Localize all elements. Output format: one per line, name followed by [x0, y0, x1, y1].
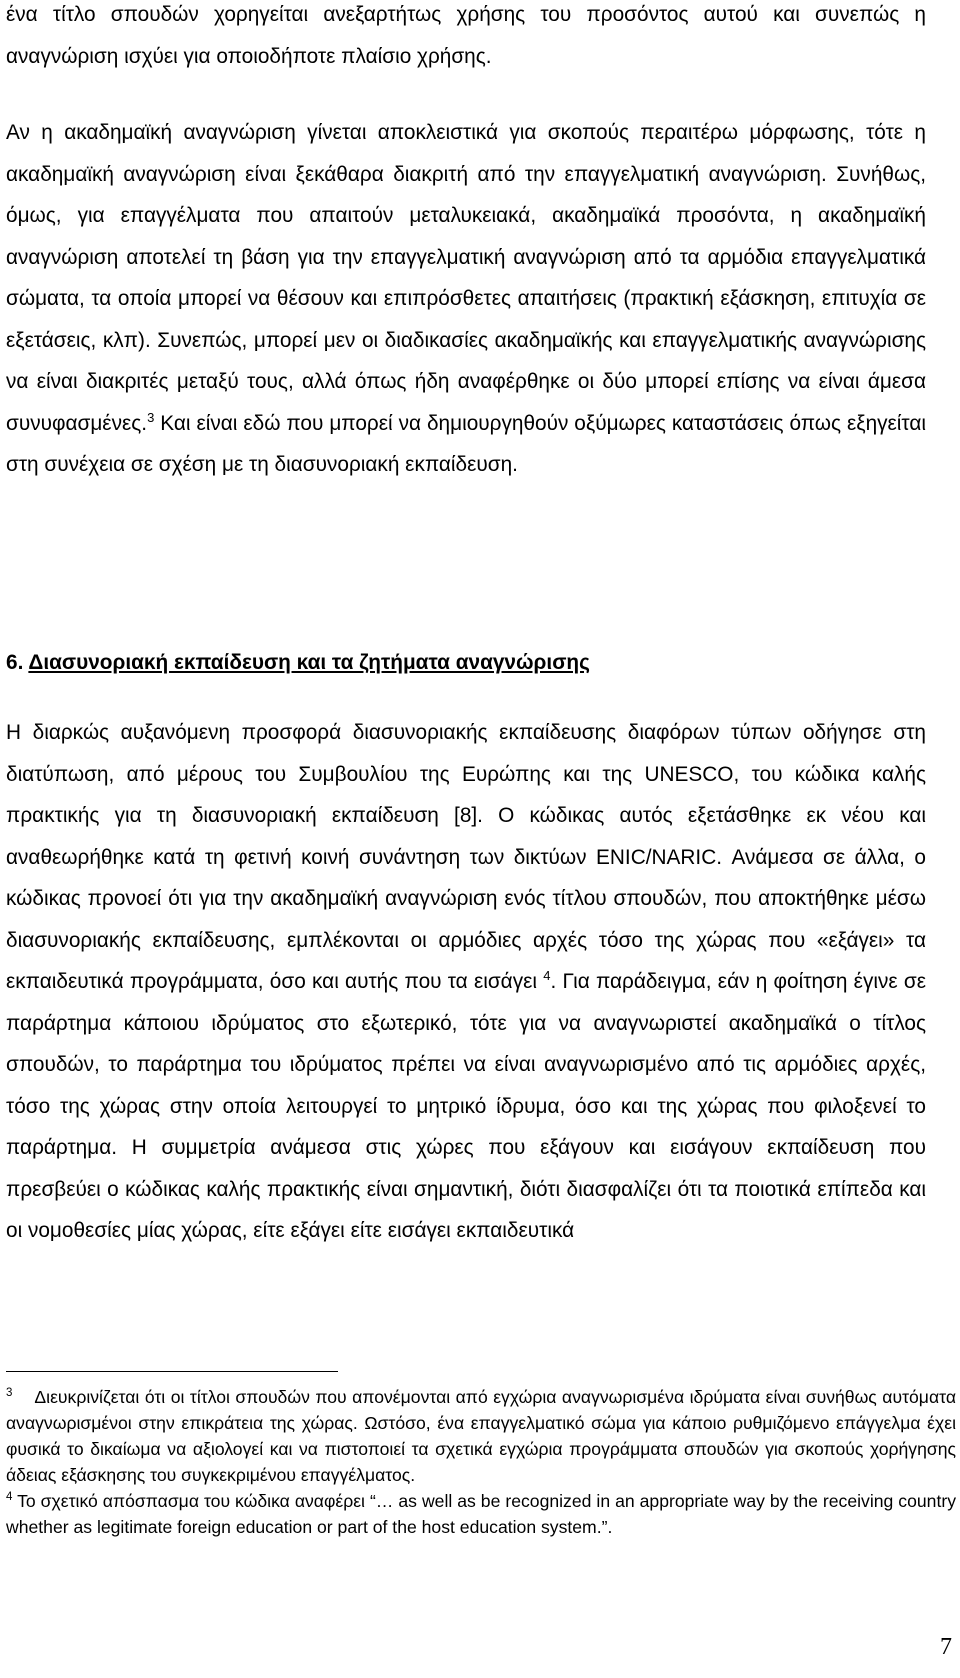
footnote-number: 3	[6, 1387, 13, 1399]
footnote-reference-4[interactable]: 4	[543, 968, 551, 983]
document-page	[6, 0, 954, 1678]
paragraph-cross-border-education	[6, 712, 926, 1252]
footnote-text: Το σχετικό απόσπασμα του κώδικα αναφέρει “… as well as be recognized in an appropriate way by the receiving country whether as legitimate foreign education or part of the host education system.”.	[6, 1491, 956, 1537]
footnote-separator	[6, 1371, 338, 1372]
footnote-3	[6, 1384, 956, 1488]
section-number: 6.	[6, 651, 24, 674]
footnote-reference-3[interactable]: 3	[147, 409, 155, 425]
paragraph-text: Η διαρκώς αυξανόμενη προσφορά διασυνοριακής εκπαίδευσης διαφόρων τύπων οδήγησε στη διατύπωση, από μέρους του Συμβουλίου της Ευρώπης και της UNESCO, του κώδικα καλής πρακτικής για τη διασυνοριακή εκπαίδευση [8]. Ο κώδικας αυτός εξετάσθηκε εκ νέου και αναθεωρήθηκε κατά τη φετινή κοινή συνάντηση των δικτύων ENIC/NARIC. Ανάμεσα σε άλλα, ο κώδικας προνοεί ότι για την ακαδημαϊκή αναγνώριση ενός τίτλου σπουδών, που αποκτήθηκε μέσω διασυνοριακής εκπαίδευσης, εμπλέκονται οι αρμόδιες αρχές τόσο της χώρας που «εξάγει» τα εκπαιδευτικά προγράμματα, όσο και αυτής που τα εισάγει	[6, 721, 926, 993]
paragraph-academic-recognition	[6, 112, 926, 486]
page-number: 7	[940, 1634, 952, 1660]
paragraph-text: . Για παράδειγμα, εάν η φοίτηση έγινε σε παράρτημα κάποιου ιδρύματος στο εξωτερικό, τότε για να αναγνωριστεί ακαδημαϊκά ο τίτλος σπουδών, το παράρτημα του ιδρύματος πρέπει να είναι αναγνωρισμένο από τις αρμόδιες αρχές, τόσο της χώρας στην οποία λειτουργεί το μητρικό ίδρυμα, όσο και της χώρας που φιλοξενεί το παράρτημα. Η συμμετρία ανάμεσα στις χώρες που εξάγουν και εισάγουν εκπαίδευση που πρεσβεύει ο κώδικας καλής πρακτικής είναι σημαντική, διότι διασφαλίζει ότι τα ποιοτικά επίπεδα και οι νομοθεσίες μίας χώρας, είτε εξάγει είτε εισάγει εκπαιδευτικά	[6, 970, 926, 1242]
footnotes	[6, 1384, 956, 1540]
footnote-text: Διευκρινίζεται ότι οι τίτλοι σπουδών που απονέμονται από εγχώρια αναγνωρισμένα ιδρύματα είναι συνήθως αυτόματα αναγνωρισμένοι στην επικράτεια της χώρας. Ωστόσο, ένα επαγγελματικό σώμα για κάποιο ρυθμιζόμενο επάγγελμα έχει φυσικά το δικαίωμα να αξιολογεί και να πιστοποιεί τα σχετικά εγχώρια προγράμματα σπουδών για σκοπούς χορήγησης άδειας εξάσκησης του συγκεκριμένου επαγγέλματος.	[6, 1387, 956, 1485]
section-heading	[6, 646, 590, 680]
paragraph-text: Και είναι εδώ που μπορεί να δημιουργηθούν οξύμωρες καταστάσεις όπως εξηγείται στη συνέχεια σε σχέση με τη διασυνοριακή εκπαίδευση.	[6, 411, 926, 476]
footnote-number: 4	[6, 1491, 13, 1503]
paragraph-text: Αν η ακαδημαϊκή αναγνώριση γίνεται αποκλειστικά για σκοπούς περαιτέρω μόρφωσης, τότε η ακαδημαϊκή αναγνώριση είναι ξεκάθαρα διακριτή από την επαγγελματική αναγνώριση. Συνήθως, όμως, για επαγγέλματα που απαιτούν μεταλυκειακά, ακαδημαϊκά προσόντα, η ακαδημαϊκή αναγνώριση αποτελεί τη βάση για την επαγγελματική αναγνώριση από τα αρμόδια επαγγελματικά σώματα, τα οποία μπορεί να θέσουν και επιπρόσθετες απαιτήσεις (πρακτική εξάσκηση, επιτυχία σε εξετάσεις, κλπ). Συνεπώς, μπορεί μεν οι διαδικασίες ακαδημαϊκής και επαγγελματικής αναγνώρισης να είναι διακριτές μεταξύ τους, αλλά όπως ήδη αναφέρθηκε οι δύο μπορεί επίσης να είναι άμεσα συνυφασμένες.	[6, 121, 926, 435]
footnote-4	[6, 1488, 956, 1540]
paragraph-text: ένα τίτλο σπουδών χορηγείται ανεξαρτήτως χρήσης του προσόντος αυτού και συνεπώς η αναγνώριση ισχύει για οποιοδήποτε πλαίσιο χρήσης.	[6, 3, 926, 68]
section-title: Διασυνοριακή εκπαίδευση και τα ζητήματα αναγνώρισης	[28, 651, 590, 674]
paragraph-continued	[6, 0, 926, 77]
